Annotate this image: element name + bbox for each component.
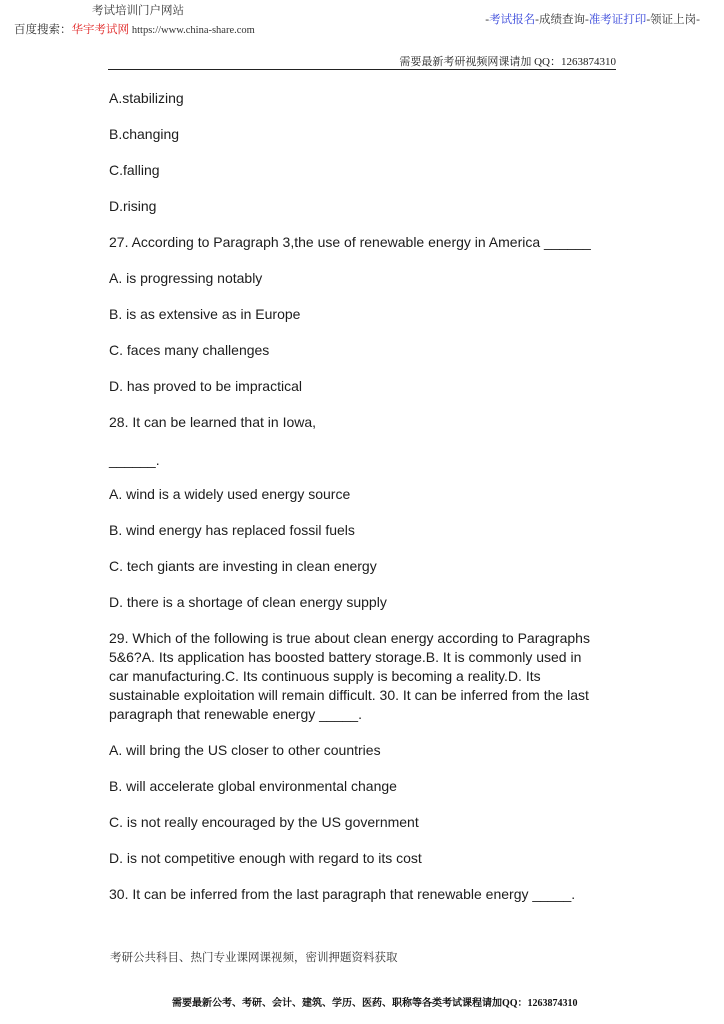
- header-qq-notice: 需要最新考研视频网课请加 QQ：1263874310: [399, 56, 616, 68]
- footer-contact: 需要最新公考、考研、会计、建筑、学历、医药、职称等各类考试课程请加QQ：1263874310: [172, 998, 578, 1009]
- option-30-a: A. will bring the US closer to other countries: [109, 742, 381, 758]
- option-27-b: B. is as extensive as in Europe: [109, 306, 301, 322]
- question-30: 30. It can be inferred from the last paragraph that renewable energy _____.: [109, 886, 576, 902]
- exam-registration-link[interactable]: 考试报名: [489, 14, 536, 26]
- option-30-c: C. is not really encouraged by the US government: [109, 814, 419, 830]
- option-26-a: A.stabilizing: [109, 90, 184, 106]
- option-28-b: B. wind energy has replaced fossil fuels: [109, 522, 355, 538]
- option-26-d: D.rising: [109, 198, 157, 214]
- option-30-b: B. will accelerate global environmental change: [109, 778, 397, 794]
- option-27-a: A. is progressing notably: [109, 270, 263, 286]
- option-28-a: A. wind is a widely used energy source: [109, 486, 351, 502]
- score-query-link[interactable]: 成绩查询: [538, 14, 585, 26]
- question-29-line-4: sustainable exploitation will remain difficult. 30. It can be inferred from the last: [109, 687, 589, 703]
- site-url[interactable]: https://www.china-share.com: [131, 25, 255, 36]
- question-28: 28. It can be learned that in Iowa,: [109, 414, 317, 430]
- baidu-search-line: [14, 21, 255, 37]
- brand-name[interactable]: 华宇考试网: [71, 24, 129, 36]
- option-28-d: D. there is a shortage of clean energy supply: [109, 594, 387, 610]
- question-29-line-5: paragraph that renewable energy _____.: [109, 706, 362, 722]
- admission-ticket-link[interactable]: 准考证打印: [588, 14, 647, 26]
- header-divider: [108, 69, 616, 70]
- option-28-c: C. tech giants are investing in clean energy: [109, 558, 377, 574]
- option-26-c: C.falling: [109, 162, 160, 178]
- site-name: 考试培训门户网站: [92, 5, 184, 17]
- option-30-d: D. is not competitive enough with regard to its cost: [109, 850, 422, 866]
- option-26-b: B.changing: [109, 126, 180, 142]
- question-29-line-3: car manufacturing.C. Its continuous supply is becoming a reality.D. Its: [109, 668, 541, 684]
- certificate-link[interactable]: 领证上岗: [650, 14, 697, 26]
- footer-note: 考研公共科目、热门专业课网课视频，密训押题资料获取: [110, 952, 398, 964]
- baidu-search-prefix: 百度搜索：: [14, 24, 72, 36]
- option-27-d: D. has proved to be impractical: [109, 378, 302, 394]
- option-27-c: C. faces many challenges: [109, 342, 270, 358]
- question-28-blank: ______.: [109, 452, 160, 468]
- question-29-line-1: 29. Which of the following is true about clean energy according to Paragraphs: [109, 630, 590, 646]
- question-29-line-2: 5&6?A. Its application has boosted battery storage.B. It is commonly used in: [109, 649, 582, 665]
- question-27: 27. According to Paragraph 3,the use of renewable energy in America ______: [109, 234, 591, 250]
- header-links: -考试报名-成绩查询-准考证打印-领证上岗-: [485, 14, 700, 26]
